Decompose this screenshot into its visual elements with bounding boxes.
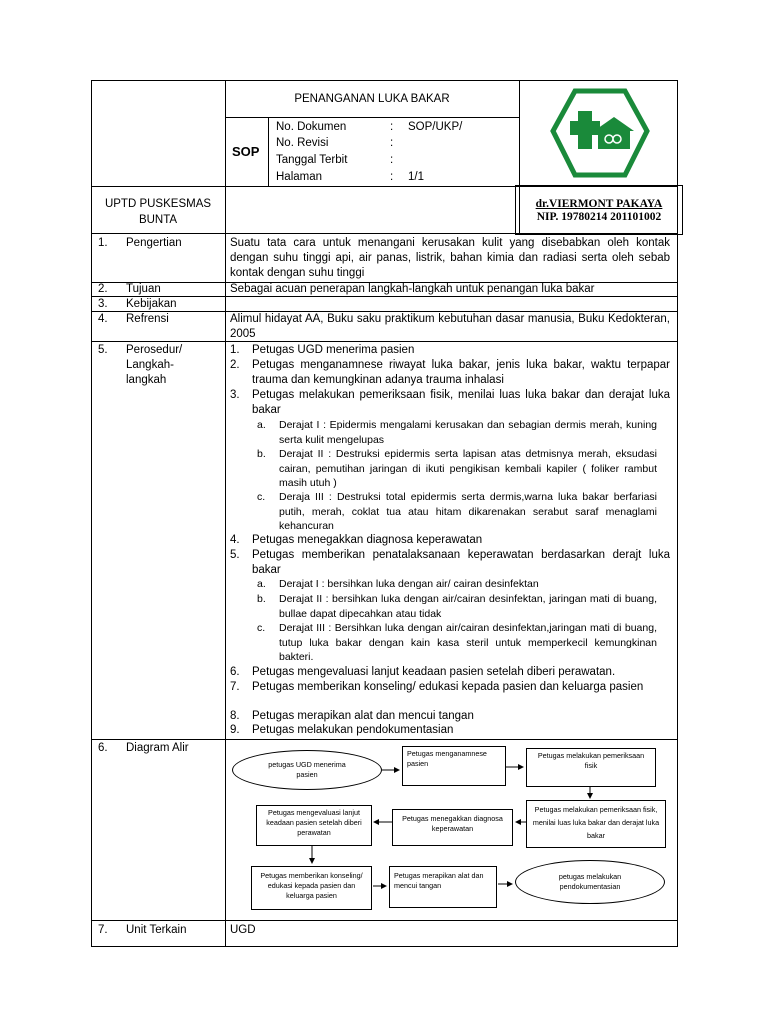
step-number: 3.	[230, 389, 240, 401]
step-number: 9.	[230, 724, 240, 736]
meta-label: Tanggal Terbit	[276, 154, 348, 166]
step-text: Derajat III : Bersihkan luka dengan air/cairan desinfektan,jaringan mati di buang, tutup luka bakar dengan kain kasa steril untuk memperkecil kemungkinan bakteri.	[279, 622, 657, 663]
step-text: Derajat I : Epidermis mengalami kerusakan dan sebagian dermis merah, kuning serta kulit mengelupas	[279, 419, 657, 446]
meta-label: Halaman	[276, 171, 323, 183]
signer-name: dr.VIERMONT PAKAYA	[535, 198, 663, 210]
meta-colon: :	[390, 121, 394, 133]
step-text: Derajat II : bersihkan luka dengan air/cairan desinfektan, jaringan mati di buang, bullae dapat dipecahkan atau tidak	[279, 593, 657, 620]
step-number: b.	[257, 593, 266, 605]
step-number: 5.	[230, 549, 240, 561]
flow-node: Petugas merapikan alat dan mencui tangan	[389, 866, 497, 908]
section-number: 3.	[98, 298, 108, 310]
step-number: b.	[257, 448, 266, 460]
section-label: Refrensi	[126, 313, 169, 325]
meta-value: SOP/UKP/	[408, 121, 463, 133]
document-title: PENANGANAN LUKA BAKAR	[294, 93, 450, 105]
meta-label: No. Dokumen	[276, 121, 347, 133]
step-number: c.	[257, 622, 266, 634]
section-label: Tujuan	[126, 283, 161, 295]
step-text: Petugas merapikan alat dan mencui tangan	[252, 710, 474, 722]
meta-colon: :	[390, 137, 394, 149]
section-label: Perosedur/	[126, 344, 183, 356]
signer-nip: NIP. 19780214 201101002	[536, 211, 662, 223]
meta-colon: :	[390, 171, 394, 183]
flow-node: Petugas mengevaluasi lanjut keadaan pasien setelah diberi perawatan	[256, 805, 372, 846]
section-number: 5.	[98, 344, 108, 356]
flow-node: Petugas melakukan pemeriksaan fisik	[526, 748, 656, 787]
step-number: 1.	[230, 344, 240, 356]
flow-node-end: petugas melakukan pendokumentasian	[515, 860, 665, 904]
step-text: Petugas memberikan konseling/ edukasi kepada pasien dan keluarga pasien	[252, 681, 644, 693]
step-text: Petugas mengevaluasi lanjut keadaan pasien setelah diberi perawatan.	[252, 666, 616, 678]
section-label: Langkah-	[126, 359, 174, 371]
flow-node-start: petugas UGD menerima pasien	[232, 750, 382, 790]
step-number: a.	[257, 419, 266, 431]
step-text: Derajat I : bersihkan luka dengan air/ cairan desinfektan	[279, 578, 539, 590]
step-text: Petugas UGD menerima pasien	[252, 344, 415, 356]
step-text: Petugas melakukan pemeriksaan fisik, menilai luas luka bakar dan derajat luka bakar	[252, 389, 670, 416]
step-text: Derajat II : Destruksi epidermis serta lapisan atas detmisnya merah, eksudasi cairan, pemutihan jaringan di ikuti pengikisan kembali kapiler ( foliker rambut masih utuh )	[279, 448, 657, 489]
section-number: 1.	[98, 237, 108, 249]
step-number: a.	[257, 578, 266, 590]
step-text: Petugas menegakkan diagnosa keperawatan	[252, 534, 483, 546]
step-number: 7.	[230, 681, 240, 693]
section-number: 2.	[98, 283, 108, 295]
step-number: c.	[257, 491, 266, 503]
step-text: Deraja III : Destruksi total epidermis serta dermis,warna luka bakar berfariasi putih, merah, coklat tua atau hitam dikarenakan serabut saraf menaglami kehancuran	[279, 491, 657, 532]
flow-node: Petugas memberikan konseling/ edukasi kepada pasien dan keluarga pasien	[251, 866, 372, 910]
step-text: Petugas memberikan penatalaksanaan keperawatan berdasarkan derajt luka bakar	[252, 549, 670, 576]
pengertian-text: Suatu tata cara untuk menangani kerusakan kulit yang disebabkan oleh kontak dengan suhu tinggi api, air panas, listrik, bahan kimia dan radiasi serta oleh sebab kontak dengan suhu tinggi	[230, 237, 670, 279]
section-label: Unit Terkain	[126, 924, 187, 936]
step-number: 8.	[230, 710, 240, 722]
step-text: Petugas menganamnese riwayat luka bakar, jenis luka bakar, waktu terpapar trauma dan kemungkinan adanya trauma inhalasi	[252, 359, 670, 386]
section-label: Pengertian	[126, 237, 182, 249]
step-number: 6.	[230, 666, 240, 678]
flow-node: Petugas melakukan pemeriksaan fisik, menilai luas luka bakar dan derajat luka bakar	[526, 800, 666, 848]
sop-label: SOP	[232, 144, 260, 159]
unit-text: UGD	[230, 924, 256, 936]
section-label: Diagram Alir	[126, 742, 189, 754]
meta-value: 1/1	[408, 171, 424, 183]
section-number: 4.	[98, 313, 108, 325]
refrensi-text: Alimul hidayat AA, Buku saku praktikum kebutuhan dasar manusia, Buku Kedokteran, 2005	[230, 313, 670, 340]
org-name: UPTD PUSKESMAS	[104, 198, 212, 210]
step-text: Petugas melakukan pendokumentasian	[252, 724, 454, 736]
step-number: 2.	[230, 359, 240, 371]
section-label: langkah	[126, 374, 167, 386]
section-number: 6.	[98, 742, 108, 754]
meta-label: No. Revisi	[276, 137, 329, 149]
flow-node: Petugas menganamnese pasien	[402, 746, 506, 786]
meta-colon: :	[390, 154, 394, 166]
tujuan-text: Sebagai acuan penerapan langkah-langkah untuk penangan luka bakar	[230, 283, 595, 295]
section-label: Kebijakan	[126, 298, 177, 310]
section-number: 7.	[98, 924, 108, 936]
org-name-2: BUNTA	[138, 214, 178, 226]
step-number: 4.	[230, 534, 240, 546]
flow-node: Petugas menegakkan diagnosa keperawatan	[392, 809, 513, 846]
